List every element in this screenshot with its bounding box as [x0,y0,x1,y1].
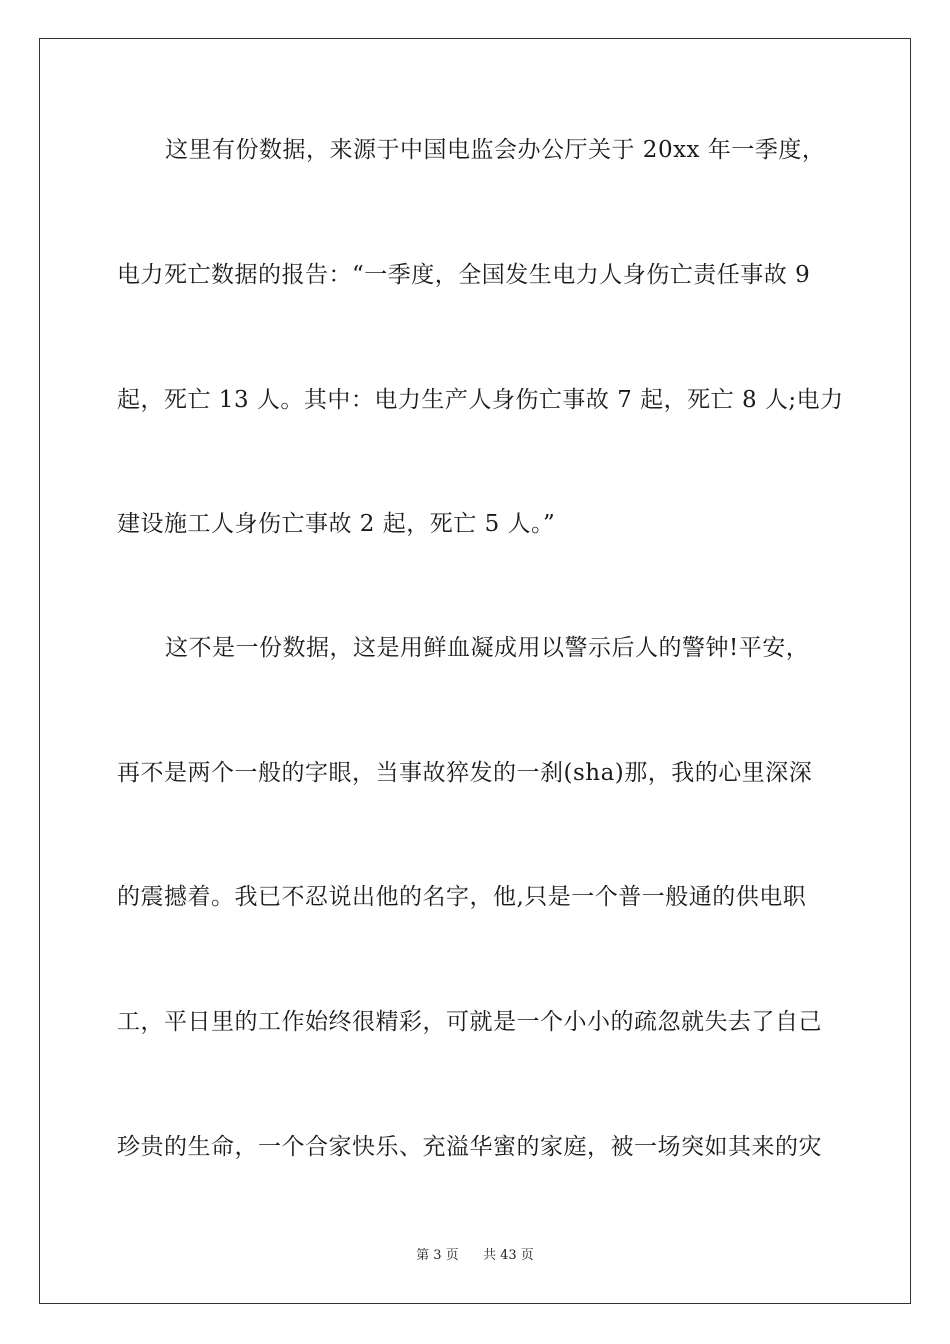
paragraph-2-line-4: 工，平日里的工作始终很精彩，可就是一个小小的疏忽就失去了自己 [117,1009,822,1035]
page-footer [0,1248,950,1264]
paragraph-1-line-4: 建设施工人身伤亡事故 2 起，死亡 5 人。” [117,511,556,537]
paragraph-1-line-2: 电力死亡数据的报告：“一季度，全国发生电力人身伤亡责任事故 9 [117,262,811,288]
paragraph-2-line-1: 这不是一份数据，这是用鲜血凝成用以警示后人的警钟!平安， [165,635,810,661]
page-total: 共 43 页 [483,1248,534,1263]
paragraph-1-line-1: 这里有份数据，来源于中国电监会办公厅关于 20xx 年一季度， [165,137,826,163]
page-frame [39,38,911,1304]
paragraph-2-line-2: 再不是两个一般的字眼，当事故猝发的一刹(sha)那，我的心里深深 [117,760,813,786]
paragraph-2-line-3: 的震撼着。我已不忍说出他的名字，他,只是一个普一般通的供电职 [117,884,807,910]
paragraph-1-line-3: 起，死亡 13 人。其中：电力生产人身伤亡事故 7 起，死亡 8 人;电力 [117,387,844,413]
page-number: 第 3 页 [416,1248,459,1263]
paragraph-2-line-5: 珍贵的生命，一个合家快乐、充溢华蜜的家庭，被一场突如其来的灾 [117,1134,822,1160]
